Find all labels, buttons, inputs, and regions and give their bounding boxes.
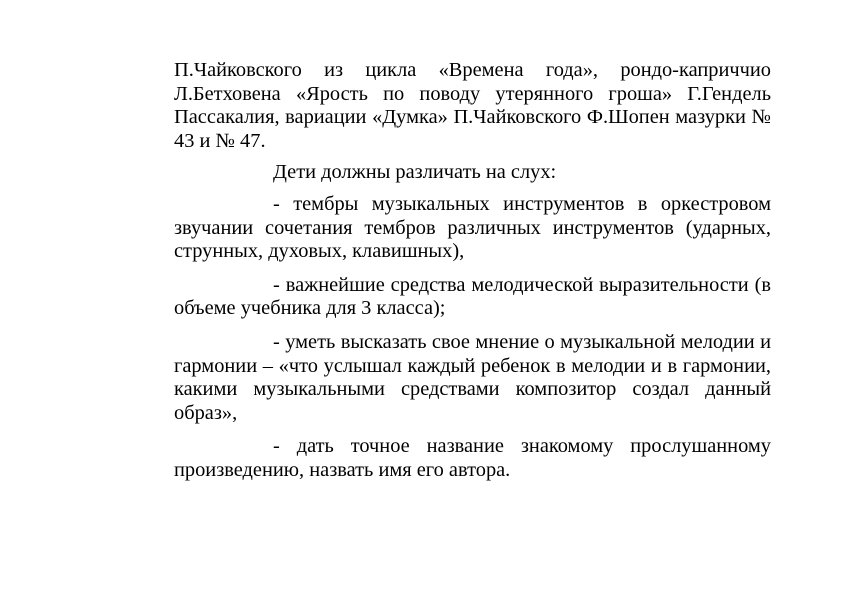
paragraph-listening-intro: Дети должны различать на слух: xyxy=(273,161,557,184)
paragraph-melodic-means: - важнейшие средства мелодической выразительности (в объеме учебника для 3 класса); xyxy=(174,273,771,320)
paragraph-repertoire: П.Чайковского из цикла «Времена года», рондо-каприччио Л.Бетховена «Ярость по поводу утерянного гроша» Г.Гендель Пассакалия, вариации «Думка» П.Чайковского Ф.Шопен мазурки № 43 и № 47. xyxy=(174,59,771,152)
paragraph-timbres: - тембры музыкальных инструментов в оркестровом звучании сочетания тембров различных инструментов (ударных, струнных, духовых, клавишных), xyxy=(174,192,771,263)
paragraph-naming: - дать точное название знакомому прослушанному произведению, назвать имя его автора. xyxy=(174,435,771,481)
document-body xyxy=(174,59,771,483)
paragraph-opinion: - уметь высказать свое мнение о музыкальной мелодии и гармонии – «что услышал каждый ребенок в мелодии и в гармонии, какими музыкальными средствами композитор создал данный образ», xyxy=(174,330,771,424)
